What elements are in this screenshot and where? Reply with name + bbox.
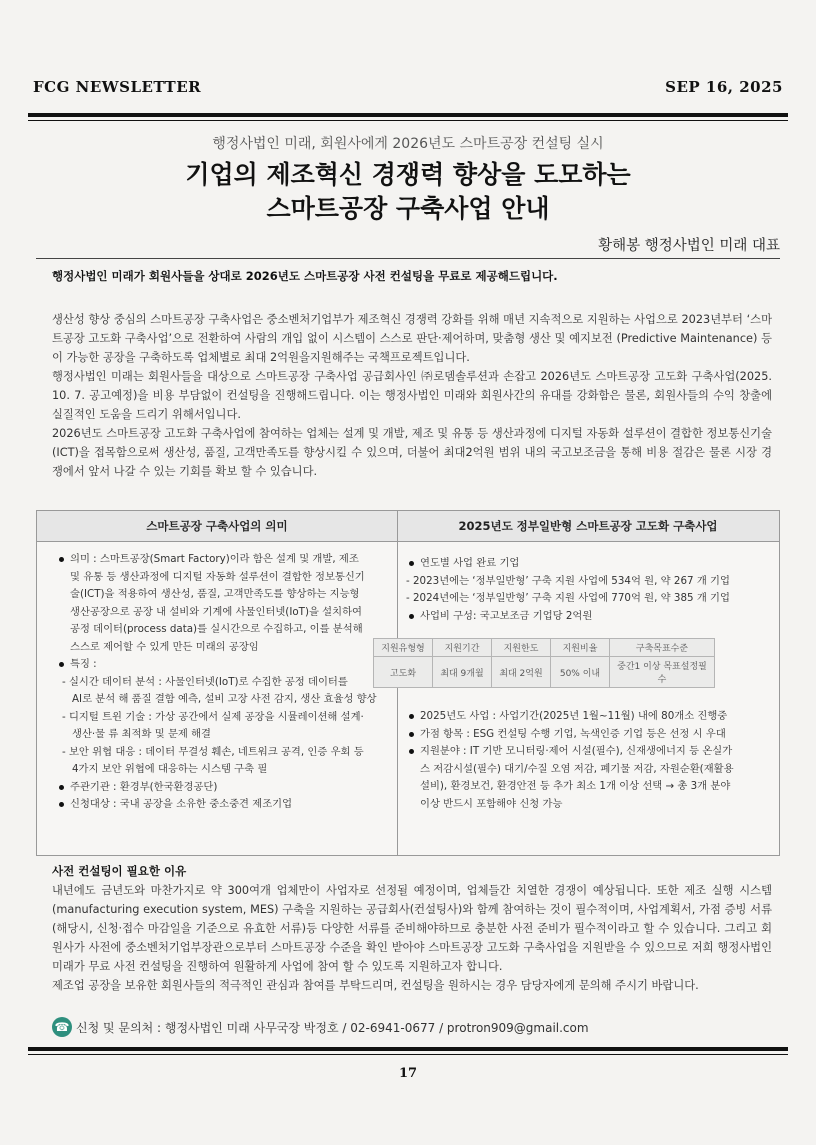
year-2023-line: - 2023년에는 ‘정부일반형’ 구축 지원 사업에 534억 원, 약 267 개 기업	[406, 574, 730, 587]
table-cell: 최대 2억원	[492, 657, 551, 688]
contact-line	[52, 1017, 589, 1037]
feature-line: - 보안 위협 대응 : 데이터 무결성 훼손, 네트워크 공격, 인증 우회 등	[62, 745, 364, 758]
consult-paragraph: 내년에도 금년도와 마찬가지로 약 300여개 업체만이 사업자로 선정될 예정이며, 업체들간 치열한 경쟁이 예상됩니다. 또한 제조 실행 시스템(manufacturing execution system, MES) 구축을 지원하는 공급회사(컨설팅사)와 함께 참여하는 것이 필수적이며, 사업계획서, 가점 증빙 서류(해당시, 신청·접수 마감일을 기준으로 유효한 서류)등 다양한 서류를 준비해야하므로 충분한 사전 준비가 필수적이라고 할 수 있습니다. 그리고 회원사가 사전에 중소벤처기업부장관으로부터 스마트공장 수준을 확인 받아야 스마트공장 고도화 구축사업을 지원받을 수 있으므로 저희 행정사법인 미래가 무료 사전 컨설팅을 진행하여 원활하게 사업에 참여 할 수 있도록 지원하고자 합니다.	[52, 884, 772, 973]
article-lead: 행정사법인 미래가 회원사들을 상대로 2026년도 스마트공장 사전 컨설팅을 무료로 제공해드립니다.	[52, 269, 558, 283]
table-cell: 50% 이내	[551, 657, 610, 688]
budget-item: 사업비 구성: 국고보조금 기업당 2억원	[406, 608, 768, 626]
header-rule	[28, 113, 788, 117]
intro-paragraph: 생산성 향상 중심의 스마트공장 구축사업은 중소벤처기업부가 제조혁신 경쟁력 강화를 위해 매년 지속적으로 지원하는 사업으로 2023년부터 ‘스마트공장 고도화 구축사업’으로 전환하여 사람의 개입 없이 시스템이 스스로 판단·제어하며, 맞춤형 생산 및 예지보전 (Predictive Maintenance) 등이 가능한 공장을 구축하도록 업체별로 최대 2억원을지원해주는 국책프로젝트입니다.	[52, 313, 772, 364]
fields-line: 스 저감시설(필수) 대기/수질 오염 저감, 폐기물 저감, 자원순환(재활용	[420, 762, 734, 775]
bonus-item: 가점 항목 : ESG 컨설팅 수행 기업, 녹색인증 기업 등은 선정 시 우대	[406, 726, 768, 744]
consult-body	[52, 881, 772, 995]
newsletter-name: FCG NEWSLETTER	[33, 78, 202, 96]
feature-line: AI로 분석 해 품질 결함 예측, 설비 고장 사전 감지, 생산 효율성 향상	[72, 693, 377, 705]
table-cell: 중간1 이상 목표설정필수	[610, 657, 715, 688]
table-cell: 최대 9개월	[433, 657, 492, 688]
article-intro	[52, 310, 772, 481]
intro-paragraph: 행정사법인 미래는 회원사들을 대상으로 스마트공장 구축사업 공급회사인 ㈜로뎀솔루션과 손잡고 2026년도 스마트공장 고도화 구축사업(2025. 10. 7. 공고예정)을 비용 부담없이 컨설팅을 진행해드립니다. 이는 행정사법인 미래와 회원사간의 유대를 강화함은 물론, 회원사들의 수익 창출에 실질적인 도움을 드리기 위해서입니다.	[52, 370, 772, 421]
table-header-cell: 지원유형형	[374, 639, 433, 657]
fields-item	[406, 743, 768, 813]
consult-title: 사전 컨설팅이 필요한 이유	[52, 864, 187, 878]
completed-label: 연도별 사업 완료 기업	[406, 555, 768, 573]
feature-line: 4가지 보안 위협에 대응하는 시스템 구축 필	[72, 763, 268, 775]
info-box-header	[37, 511, 779, 542]
fields-line: 설비), 환경보건, 환경안전 등 추가 최소 1개 이상 선택 → 총 3개 분야	[420, 780, 731, 792]
meaning-line: 스스로 제어할 수 있게 만든 미래의 공장임	[70, 640, 259, 653]
right-column-top	[406, 555, 768, 625]
footer-rule-thin	[28, 1054, 788, 1055]
left-column-header: 스마트공장 구축사업의 의미	[146, 519, 288, 533]
header-rule-thin	[28, 120, 788, 121]
intro-paragraph: 2026년도 스마트공장 고도화 구축사업에 참여하는 업체는 설계 및 개발, 제조 및 유통 등 생산과정에 디지털 자동화 설루션이 결합한 정보통신기술(ICT)을 접목함으로써 생산성, 품질, 고객만족도를 향상시킬 수 있으며, 더불어 최대2억원 범위 내의 국고보조금을 통해 비용 절감은 물론 시장 경쟁에서 앞서 나갈 수 있는 기회를 확보 할 수 있습니다.	[52, 427, 772, 478]
meaning-line: 의미 : 스마트공장(Smart Factory)이라 함은 설계 및 개발, 제조	[70, 553, 359, 565]
feature-line: - 실시간 데이터 분석 : 사물인터넷(IoT)로 수집한 공정 데이터를	[62, 675, 348, 688]
meaning-line: 생산공장으로 공장 내 설비와 기계에 사물인터넷(IoT)을 설치하여	[70, 605, 362, 618]
target-item: 신청대상 : 국내 공장을 소유한 중소중견 제조기업	[56, 796, 386, 814]
feature-label: 특징 :	[56, 656, 386, 674]
year-2024-line: - 2024년에는 ‘정부일반형’ 구축 지원 사업에 770억 원, 약 385 개 기업	[406, 592, 730, 604]
fields-line: 이상 반드시 포함해야 신청 가능	[420, 797, 563, 810]
article-title	[0, 158, 816, 226]
table-header-cell: 지원비율	[551, 639, 610, 657]
table-header-cell: 구축목표수준	[610, 639, 715, 657]
title-line-2: 스마트공장 구축사업 안내	[266, 194, 550, 223]
article-subtitle: 행정사법인 미래, 회원사에게 2026년도 스마트공장 컨설팅 실시	[212, 136, 604, 152]
project-2025-item: 2025년도 사업 : 사업기간(2025년 1월~11월) 내에 80개소 진행중	[406, 708, 768, 726]
footer-rule	[28, 1047, 788, 1051]
table-header-row	[374, 639, 715, 657]
consult-paragraph: 제조업 공장을 보유한 회원사들의 적극적인 관심과 참여를 부탁드리며, 컨설팅을 원하시는 경우 담당자에게 문의해 주시기 바랍니다.	[52, 979, 699, 992]
table-header-cell: 지원기간	[433, 639, 492, 657]
right-column-bottom	[406, 708, 768, 813]
newsletter-header	[33, 78, 783, 96]
right-column-header: 2025년도 정부일반형 스마트공장 고도화 구축사업	[458, 519, 718, 533]
contact-text: 신청 및 문의처 : 행정사법인 미래 사무국장 박정호 / 02-6941-0677 / protron909@gmail.com	[76, 1020, 589, 1035]
meaning-line: 공정 데이터(process data)를 실시간으로 수집하고, 이를 분석해	[70, 623, 363, 635]
author-divider	[36, 258, 780, 259]
feature-line: - 디지털 트윈 기술 : 가상 공간에서 실제 공장을 시뮬레이션해 설계·	[62, 710, 364, 723]
left-column	[56, 551, 386, 814]
table-header-cell: 지원한도	[492, 639, 551, 657]
meaning-line: 술(ICT)을 적용하여 생산성, 품질, 고객만족도를 향상하는 지능형	[70, 588, 360, 600]
fields-line: 지원분야 : IT 기반 모니터링·제어 시설(필수), 신재생에너지 등 온실가	[420, 745, 733, 757]
issue-date: SEP 16, 2025	[665, 78, 783, 96]
meaning-item	[56, 551, 386, 656]
feature-line: 생산·물 류 최적화 및 문제 해결	[72, 728, 211, 740]
article-author: 황해봉 행정사법인 미래 대표	[598, 238, 780, 254]
page-number: 17	[398, 1066, 418, 1081]
table-cell: 고도화	[374, 657, 433, 688]
meaning-line: 및 유통 등 생산과정에 디지털 자동화 설루션이 결합한 정보통신기	[70, 570, 365, 583]
table-row	[374, 657, 715, 688]
support-table	[373, 638, 715, 688]
agency-item: 주관기관 : 환경부(한국환경공단)	[56, 779, 386, 797]
phone-icon: ☎	[52, 1017, 72, 1037]
title-line-1: 기업의 제조혁신 경쟁력 향상을 도모하는	[185, 160, 631, 189]
